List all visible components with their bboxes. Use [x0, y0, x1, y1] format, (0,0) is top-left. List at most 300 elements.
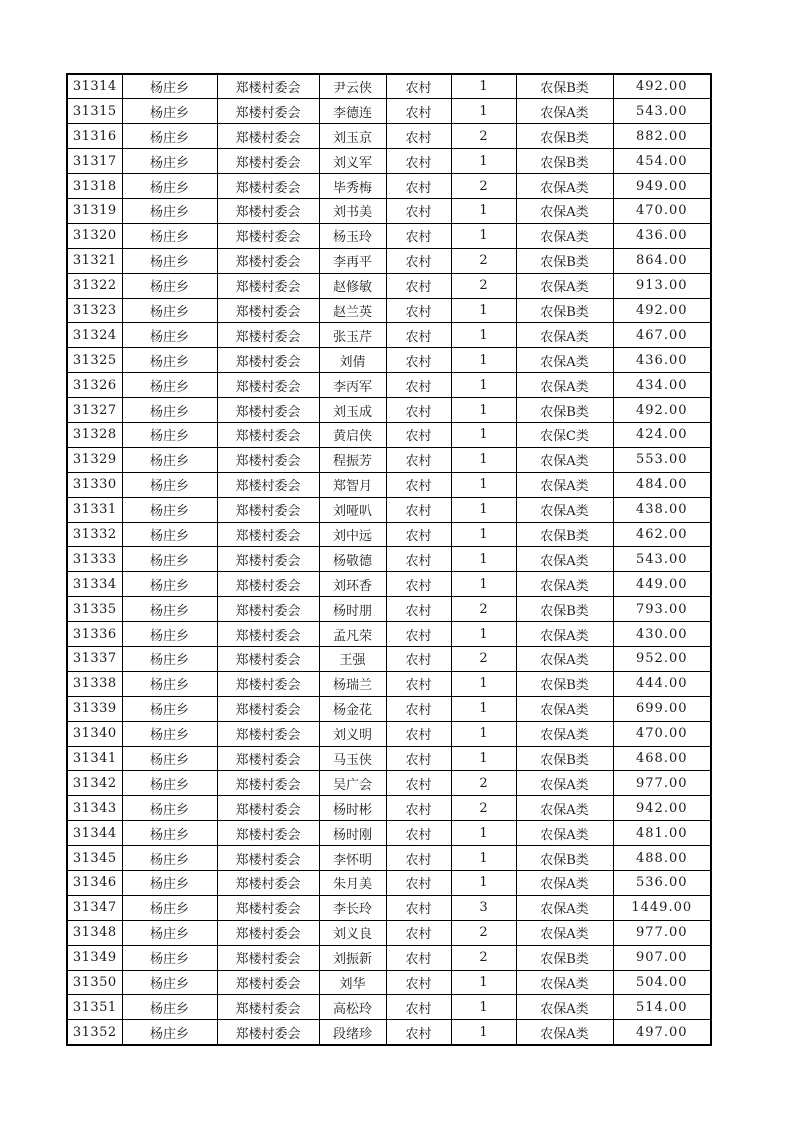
table-cell: 农保C类	[516, 422, 613, 447]
table-row	[67, 970, 711, 995]
table-cell: 31348	[67, 920, 122, 945]
table-cell: 31342	[67, 771, 122, 796]
table-row	[67, 198, 711, 223]
table-cell: 刘义军	[319, 149, 386, 174]
table-row	[67, 746, 711, 771]
table-cell: 郑楼村委会	[217, 348, 319, 373]
table-cell: 31345	[67, 846, 122, 871]
table-cell: 农保A类	[516, 646, 613, 671]
table-row	[67, 547, 711, 572]
table-row	[67, 671, 711, 696]
table-cell: 郑楼村委会	[217, 970, 319, 995]
table-row	[67, 796, 711, 821]
table-cell: 农村	[386, 74, 451, 99]
table-cell: 468.00	[613, 746, 711, 771]
table-cell: 杨瑞兰	[319, 671, 386, 696]
table-cell: 杨庄乡	[122, 174, 217, 199]
table-cell: 农保A类	[516, 99, 613, 124]
table-cell: 农保A类	[516, 373, 613, 398]
table-cell: 农保A类	[516, 970, 613, 995]
table-cell: 杨庄乡	[122, 597, 217, 622]
table-cell: 434.00	[613, 373, 711, 398]
table-cell: 农村	[386, 223, 451, 248]
table-cell: 农村	[386, 646, 451, 671]
table-cell: 李怀明	[319, 846, 386, 871]
table-cell: 31336	[67, 622, 122, 647]
table-cell: 农村	[386, 696, 451, 721]
table-cell: 李丙军	[319, 373, 386, 398]
table-cell: 农保A类	[516, 771, 613, 796]
table-cell: 470.00	[613, 198, 711, 223]
table-cell: 2	[451, 646, 516, 671]
table-cell: 杨庄乡	[122, 547, 217, 572]
table-cell: 462.00	[613, 522, 711, 547]
table-cell: 杨庄乡	[122, 124, 217, 149]
table-cell: 1	[451, 422, 516, 447]
table-cell: 农保A类	[516, 273, 613, 298]
table-cell: 毕秀梅	[319, 174, 386, 199]
table-cell: 438.00	[613, 497, 711, 522]
table-cell: 杨庄乡	[122, 398, 217, 423]
table-cell: 郑楼村委会	[217, 472, 319, 497]
table-cell: 1	[451, 223, 516, 248]
table-cell: 杨庄乡	[122, 945, 217, 970]
table-cell: 农保A类	[516, 472, 613, 497]
benefit-table	[66, 73, 712, 1046]
table-cell: 1	[451, 970, 516, 995]
table-cell: 31332	[67, 522, 122, 547]
table-cell: 1	[451, 447, 516, 472]
table-cell: 高松玲	[319, 995, 386, 1020]
table-cell: 农村	[386, 920, 451, 945]
table-cell: 郑楼村委会	[217, 174, 319, 199]
table-cell: 杨庄乡	[122, 447, 217, 472]
table-cell: 农保A类	[516, 622, 613, 647]
table-cell: 1	[451, 671, 516, 696]
table-cell: 449.00	[613, 572, 711, 597]
table-cell: 481.00	[613, 821, 711, 846]
table-cell: 农保B类	[516, 597, 613, 622]
table-cell: 553.00	[613, 447, 711, 472]
table-row	[67, 1020, 711, 1045]
table-cell: 31316	[67, 124, 122, 149]
table-cell: 农村	[386, 572, 451, 597]
table-cell: 郑楼村委会	[217, 298, 319, 323]
table-cell: 农保A类	[516, 696, 613, 721]
table-cell: 刘书美	[319, 198, 386, 223]
table-cell: 农保B类	[516, 248, 613, 273]
table-cell: 农村	[386, 871, 451, 896]
table-cell: 农保A类	[516, 323, 613, 348]
table-row	[67, 398, 711, 423]
table-cell: 郑智月	[319, 472, 386, 497]
table-cell: 882.00	[613, 124, 711, 149]
table-cell: 杨时刚	[319, 821, 386, 846]
table-cell: 444.00	[613, 671, 711, 696]
table-cell: 31317	[67, 149, 122, 174]
table-cell: 492.00	[613, 398, 711, 423]
table-cell: 农村	[386, 373, 451, 398]
table-cell: 1	[451, 74, 516, 99]
table-cell: 农村	[386, 273, 451, 298]
table-cell: 郑楼村委会	[217, 572, 319, 597]
table-cell: 黄启侠	[319, 422, 386, 447]
table-cell: 31341	[67, 746, 122, 771]
table-cell: 864.00	[613, 248, 711, 273]
table-cell: 农村	[386, 447, 451, 472]
table-cell: 436.00	[613, 223, 711, 248]
table-cell: 488.00	[613, 846, 711, 871]
table-row	[67, 497, 711, 522]
table-cell: 2	[451, 920, 516, 945]
table-cell: 2	[451, 771, 516, 796]
table-cell: 杨庄乡	[122, 821, 217, 846]
table-cell: 31351	[67, 995, 122, 1020]
table-cell: 郑楼村委会	[217, 497, 319, 522]
table-cell: 536.00	[613, 871, 711, 896]
table-cell: 31339	[67, 696, 122, 721]
table-row	[67, 422, 711, 447]
table-cell: 31338	[67, 671, 122, 696]
table-cell: 刘振新	[319, 945, 386, 970]
table-row	[67, 248, 711, 273]
table-cell: 农保B类	[516, 149, 613, 174]
table-cell: 杨庄乡	[122, 572, 217, 597]
table-cell: 31327	[67, 398, 122, 423]
table-cell: 刘义良	[319, 920, 386, 945]
table-cell: 农村	[386, 99, 451, 124]
table-cell: 31350	[67, 970, 122, 995]
table-row	[67, 99, 711, 124]
table-cell: 郑楼村委会	[217, 597, 319, 622]
table-cell: 杨庄乡	[122, 871, 217, 896]
table-cell: 农村	[386, 348, 451, 373]
table-cell: 农村	[386, 522, 451, 547]
table-cell: 农保B类	[516, 74, 613, 99]
table-cell: 31346	[67, 871, 122, 896]
table-row	[67, 721, 711, 746]
table-row	[67, 472, 711, 497]
table-cell: 刘义明	[319, 721, 386, 746]
table-cell: 杨庄乡	[122, 74, 217, 99]
table-cell: 农保A类	[516, 174, 613, 199]
table-cell: 2	[451, 945, 516, 970]
table-cell: 郑楼村委会	[217, 696, 319, 721]
table-cell: 杨庄乡	[122, 422, 217, 447]
table-cell: 农村	[386, 422, 451, 447]
table-cell: 郑楼村委会	[217, 646, 319, 671]
table-cell: 913.00	[613, 273, 711, 298]
table-cell: 农村	[386, 398, 451, 423]
table-cell: 农村	[386, 124, 451, 149]
table-cell: 1	[451, 746, 516, 771]
table-cell: 郑楼村委会	[217, 323, 319, 348]
table-cell: 31349	[67, 945, 122, 970]
table-row	[67, 821, 711, 846]
table-row	[67, 348, 711, 373]
table-cell: 农保A类	[516, 447, 613, 472]
table-cell: 郑楼村委会	[217, 273, 319, 298]
table-cell: 31331	[67, 497, 122, 522]
table-cell: 农保A类	[516, 572, 613, 597]
table-cell: 农村	[386, 323, 451, 348]
table-cell: 467.00	[613, 323, 711, 348]
table-row	[67, 895, 711, 920]
table-cell: 杨庄乡	[122, 721, 217, 746]
table-cell: 907.00	[613, 945, 711, 970]
table-cell: 1	[451, 323, 516, 348]
table-cell: 农保A类	[516, 1020, 613, 1045]
table-cell: 杨庄乡	[122, 696, 217, 721]
table-row	[67, 995, 711, 1020]
table-cell: 农村	[386, 198, 451, 223]
table-cell: 农村	[386, 945, 451, 970]
table-cell: 杨时朋	[319, 597, 386, 622]
table-cell: 郑楼村委会	[217, 995, 319, 1020]
table-cell: 农保A类	[516, 721, 613, 746]
table-cell: 杨庄乡	[122, 373, 217, 398]
table-cell: 31330	[67, 472, 122, 497]
table-cell: 杨庄乡	[122, 273, 217, 298]
table-cell: 农村	[386, 671, 451, 696]
table-row	[67, 771, 711, 796]
table-cell: 郑楼村委会	[217, 149, 319, 174]
table-cell: 31329	[67, 447, 122, 472]
table-cell: 孟凡荣	[319, 622, 386, 647]
table-cell: 农保B类	[516, 846, 613, 871]
table-cell: 农保A类	[516, 895, 613, 920]
table-row	[67, 597, 711, 622]
table-cell: 农村	[386, 497, 451, 522]
table-row	[67, 920, 711, 945]
table-cell: 郑楼村委会	[217, 746, 319, 771]
table-cell: 郑楼村委会	[217, 821, 319, 846]
table-cell: 农村	[386, 846, 451, 871]
table-cell: 杨庄乡	[122, 771, 217, 796]
table-cell: 郑楼村委会	[217, 398, 319, 423]
table-cell: 农保B类	[516, 671, 613, 696]
table-cell: 31343	[67, 796, 122, 821]
table-cell: 1449.00	[613, 895, 711, 920]
table-cell: 470.00	[613, 721, 711, 746]
table-cell: 2	[451, 273, 516, 298]
table-cell: 刘华	[319, 970, 386, 995]
table-cell: 1	[451, 522, 516, 547]
table-row	[67, 124, 711, 149]
table-cell: 424.00	[613, 422, 711, 447]
table-cell: 杨庄乡	[122, 323, 217, 348]
table-cell: 31320	[67, 223, 122, 248]
table-cell: 杨庄乡	[122, 149, 217, 174]
table-cell: 2	[451, 796, 516, 821]
table-cell: 郑楼村委会	[217, 920, 319, 945]
table-row	[67, 522, 711, 547]
table-cell: 31328	[67, 422, 122, 447]
table-cell: 31318	[67, 174, 122, 199]
table-cell: 2	[451, 124, 516, 149]
table-cell: 农保A类	[516, 995, 613, 1020]
table-cell: 农村	[386, 721, 451, 746]
table-row	[67, 696, 711, 721]
table-cell: 朱月美	[319, 871, 386, 896]
table-cell: 杨庄乡	[122, 348, 217, 373]
table-cell: 杨庄乡	[122, 298, 217, 323]
table-cell: 农保A类	[516, 796, 613, 821]
table-cell: 977.00	[613, 771, 711, 796]
table-cell: 农村	[386, 895, 451, 920]
table-cell: 农保B类	[516, 522, 613, 547]
table-cell: 农村	[386, 597, 451, 622]
table-cell: 454.00	[613, 149, 711, 174]
table-cell: 31340	[67, 721, 122, 746]
table-cell: 农保B类	[516, 746, 613, 771]
table-row	[67, 646, 711, 671]
table-cell: 1	[451, 572, 516, 597]
table-cell: 农保A类	[516, 547, 613, 572]
table-body	[67, 74, 711, 1045]
table-cell: 农保B类	[516, 945, 613, 970]
table-cell: 农保B类	[516, 124, 613, 149]
table-row	[67, 945, 711, 970]
table-cell: 31326	[67, 373, 122, 398]
table-row	[67, 622, 711, 647]
table-cell: 郑楼村委会	[217, 846, 319, 871]
table-cell: 农保A类	[516, 920, 613, 945]
table-cell: 杨庄乡	[122, 248, 217, 273]
table-cell: 赵修敏	[319, 273, 386, 298]
table-cell: 郑楼村委会	[217, 945, 319, 970]
table-cell: 杨庄乡	[122, 796, 217, 821]
table-cell: 杨庄乡	[122, 472, 217, 497]
table-cell: 1	[451, 995, 516, 1020]
table-cell: 31324	[67, 323, 122, 348]
table-cell: 2	[451, 597, 516, 622]
table-cell: 杨玉玲	[319, 223, 386, 248]
table-cell: 农村	[386, 771, 451, 796]
table-cell: 1	[451, 721, 516, 746]
table-cell: 农保A类	[516, 223, 613, 248]
table-cell: 郑楼村委会	[217, 422, 319, 447]
table-cell: 杨庄乡	[122, 671, 217, 696]
table-cell: 杨庄乡	[122, 198, 217, 223]
table-cell: 2	[451, 248, 516, 273]
table-cell: 492.00	[613, 298, 711, 323]
table-row	[67, 373, 711, 398]
table-row	[67, 846, 711, 871]
table-cell: 郑楼村委会	[217, 99, 319, 124]
table-cell: 农村	[386, 970, 451, 995]
table-cell: 942.00	[613, 796, 711, 821]
table-cell: 31314	[67, 74, 122, 99]
table-cell: 1	[451, 348, 516, 373]
table-cell: 郑楼村委会	[217, 871, 319, 896]
table-row	[67, 174, 711, 199]
table-cell: 杨庄乡	[122, 970, 217, 995]
table-cell: 农村	[386, 622, 451, 647]
table-cell: 农保A类	[516, 821, 613, 846]
table-cell: 段绪珍	[319, 1020, 386, 1045]
table-cell: 杨庄乡	[122, 223, 217, 248]
table-cell: 952.00	[613, 646, 711, 671]
table-cell: 1	[451, 149, 516, 174]
table-cell: 刘玉成	[319, 398, 386, 423]
table-row	[67, 149, 711, 174]
table-cell: 郑楼村委会	[217, 223, 319, 248]
table-cell: 31352	[67, 1020, 122, 1045]
table-cell: 张玉芹	[319, 323, 386, 348]
table-cell: 1	[451, 373, 516, 398]
table-cell: 农村	[386, 298, 451, 323]
table-cell: 31337	[67, 646, 122, 671]
table-cell: 699.00	[613, 696, 711, 721]
table-cell: 1	[451, 871, 516, 896]
table-cell: 农村	[386, 821, 451, 846]
table-cell: 农保A类	[516, 198, 613, 223]
table-cell: 农村	[386, 746, 451, 771]
table-cell: 497.00	[613, 1020, 711, 1045]
table-row	[67, 298, 711, 323]
table-cell: 杨庄乡	[122, 646, 217, 671]
table-cell: 郑楼村委会	[217, 198, 319, 223]
table-cell: 977.00	[613, 920, 711, 945]
table-cell: 刘哑叭	[319, 497, 386, 522]
table-cell: 31335	[67, 597, 122, 622]
table-cell: 31323	[67, 298, 122, 323]
table-cell: 农村	[386, 149, 451, 174]
table-cell: 杨敬德	[319, 547, 386, 572]
table-cell: 1	[451, 1020, 516, 1045]
table-cell: 郑楼村委会	[217, 771, 319, 796]
table-cell: 杨庄乡	[122, 846, 217, 871]
table-row	[67, 74, 711, 99]
table-cell: 杨庄乡	[122, 746, 217, 771]
table-cell: 492.00	[613, 74, 711, 99]
table-cell: 1	[451, 398, 516, 423]
table-cell: 504.00	[613, 970, 711, 995]
table-cell: 农保A类	[516, 497, 613, 522]
table-cell: 农村	[386, 472, 451, 497]
table-cell: 543.00	[613, 99, 711, 124]
table-cell: 尹云侠	[319, 74, 386, 99]
table-cell: 郑楼村委会	[217, 796, 319, 821]
table-cell: 郑楼村委会	[217, 124, 319, 149]
table-cell: 436.00	[613, 348, 711, 373]
table-cell: 杨庄乡	[122, 99, 217, 124]
table-row	[67, 323, 711, 348]
table-cell: 1	[451, 472, 516, 497]
table-cell: 吴广会	[319, 771, 386, 796]
table-cell: 1	[451, 622, 516, 647]
table-cell: 杨庄乡	[122, 995, 217, 1020]
table-cell: 农村	[386, 796, 451, 821]
table-cell: 31347	[67, 895, 122, 920]
table-cell: 2	[451, 174, 516, 199]
table-cell: 农保B类	[516, 298, 613, 323]
table-cell: 郑楼村委会	[217, 447, 319, 472]
table-cell: 31334	[67, 572, 122, 597]
table-cell: 刘倩	[319, 348, 386, 373]
table-cell: 农村	[386, 1020, 451, 1045]
table-cell: 3	[451, 895, 516, 920]
table-cell: 1	[451, 696, 516, 721]
table-cell: 31322	[67, 273, 122, 298]
table-cell: 31344	[67, 821, 122, 846]
table-cell: 1	[451, 298, 516, 323]
table-cell: 杨庄乡	[122, 622, 217, 647]
table-cell: 郑楼村委会	[217, 522, 319, 547]
table-cell: 郑楼村委会	[217, 74, 319, 99]
table-cell: 484.00	[613, 472, 711, 497]
